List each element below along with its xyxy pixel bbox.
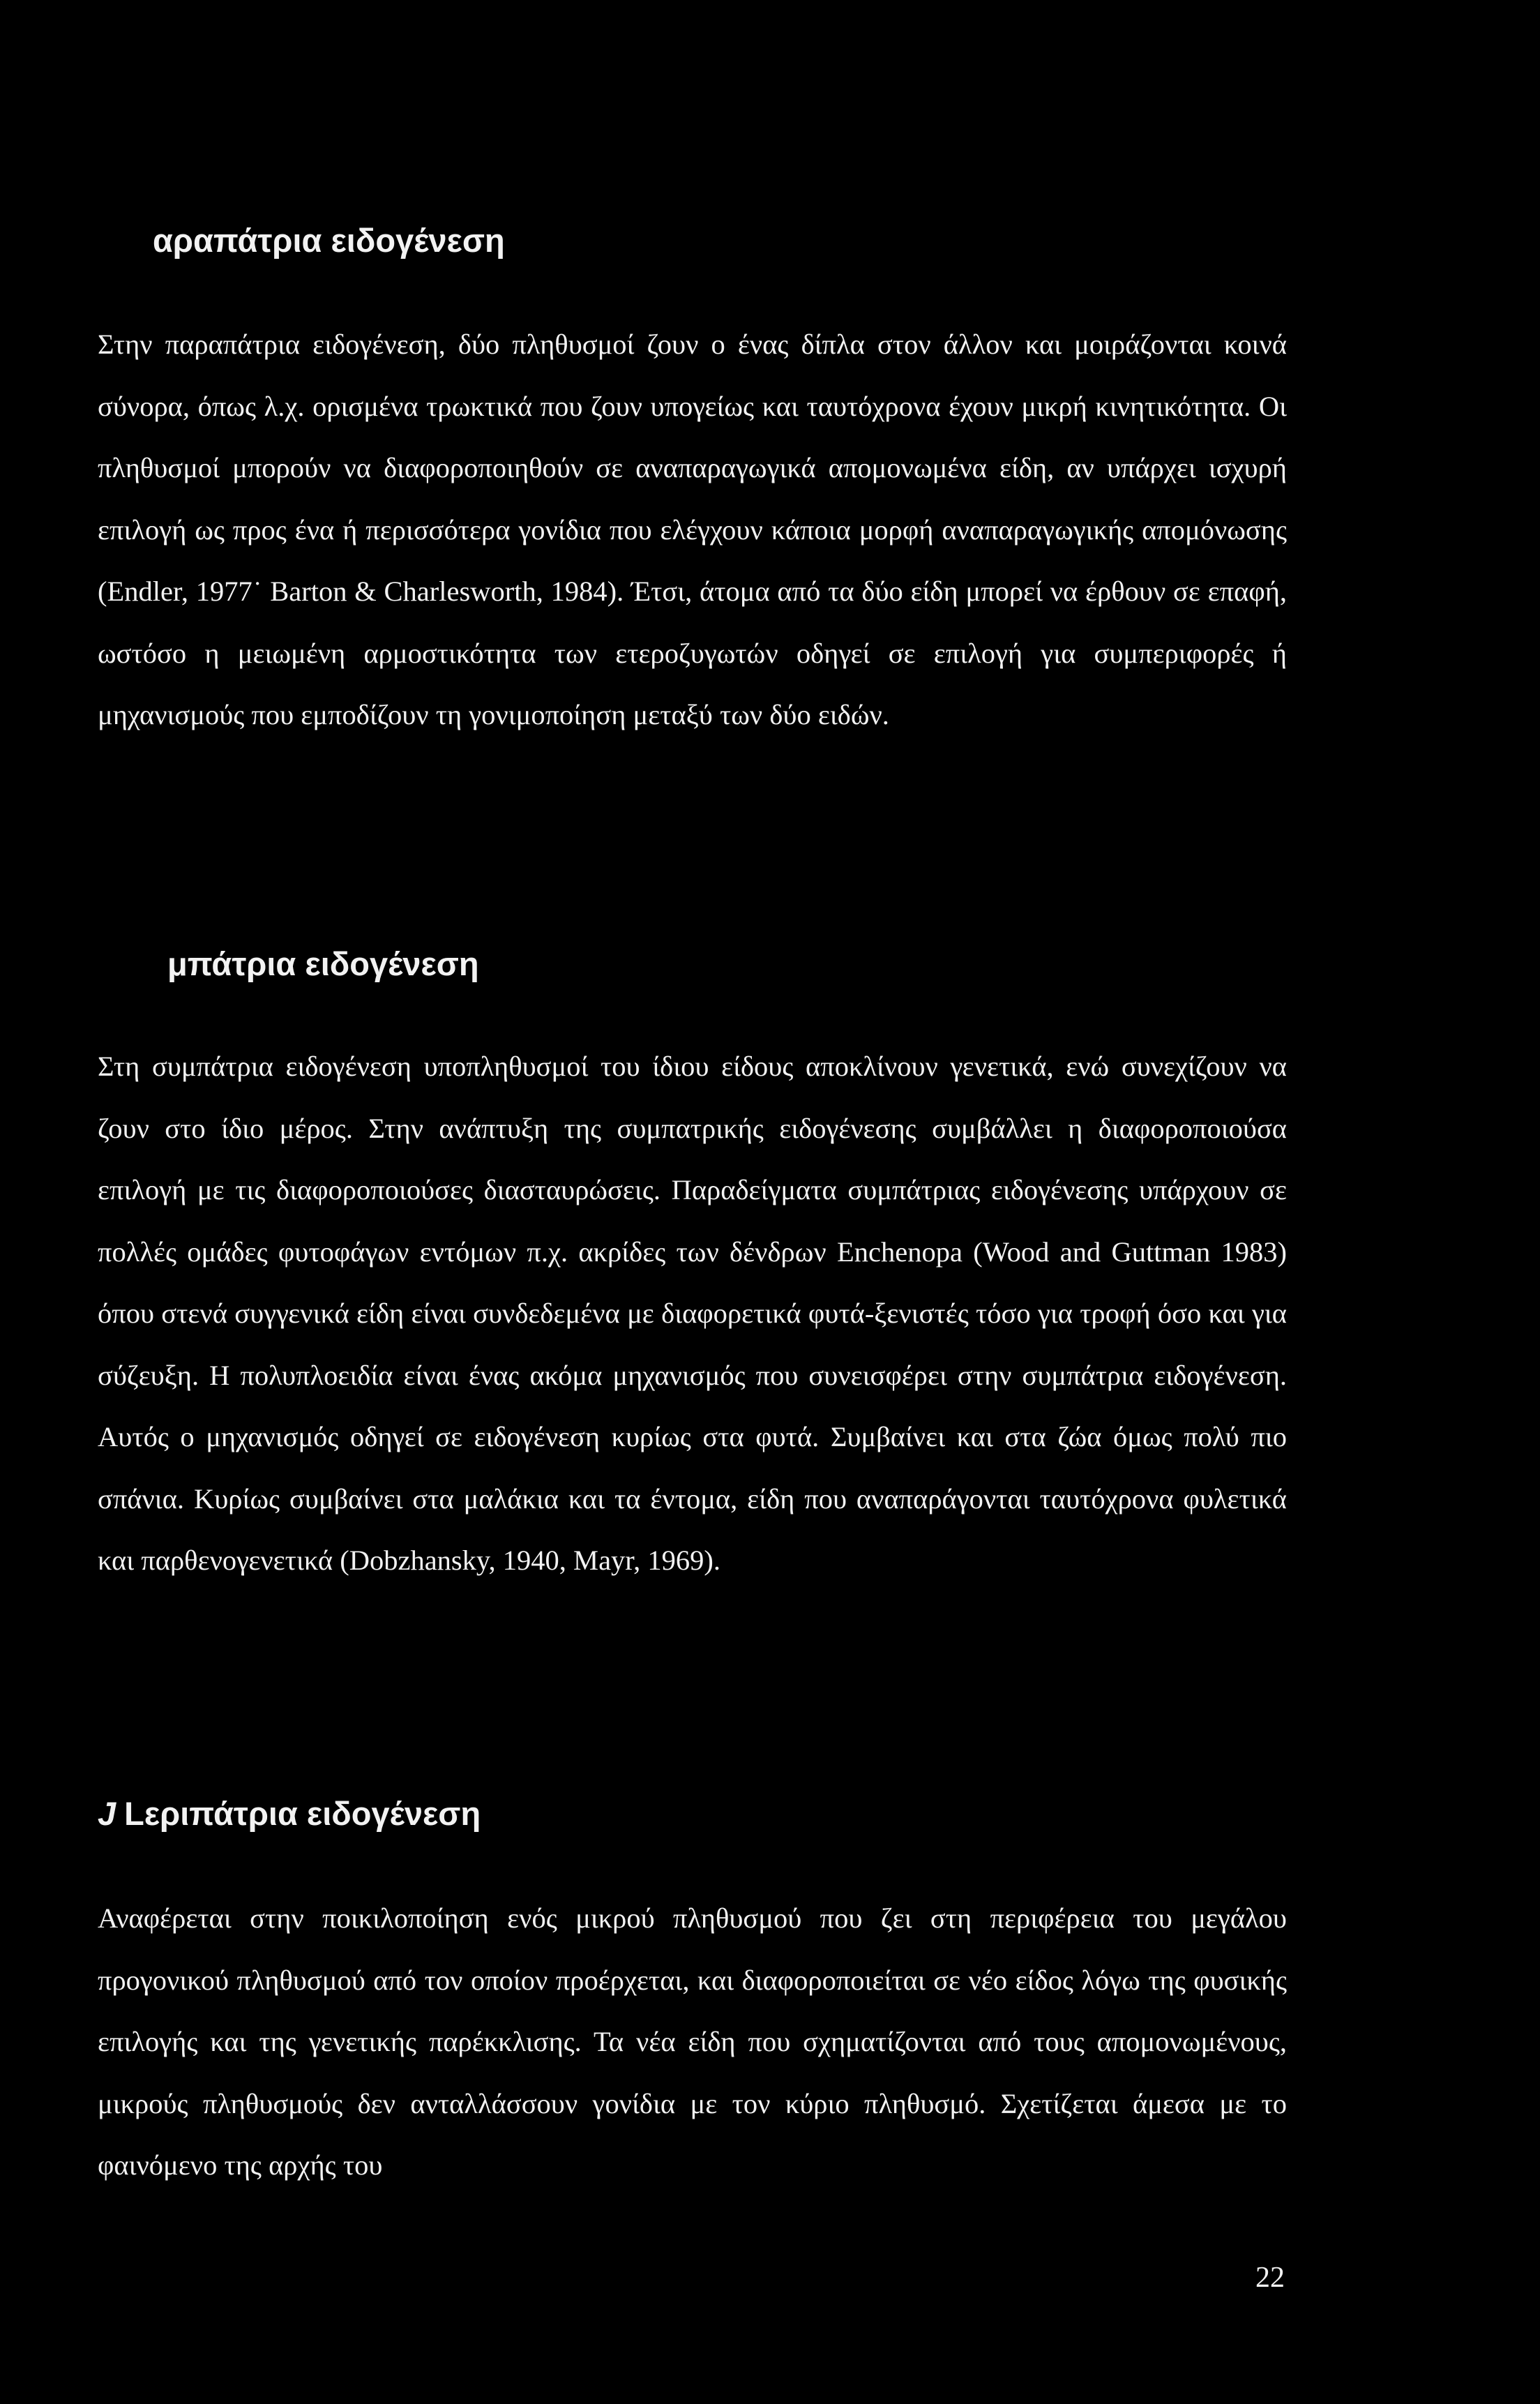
- section-paragraph: Στην παραπάτρια ειδογένεση, δύο πληθυσμοί ζουν ο ένας δίπλα στον άλλον και μοιράζονται κοινά σύνορα, όπως λ.χ. ορισμένα τρωκτικά που ζουν υπογείως και ταυτόχρονα έχουν μικρή κινητικότητα. Οι πληθυσμοί μπορούν να διαφοροποιηθούν σε αναπαραγωγικά απομονωμένα είδη, αν υπάρχει ισχυρή επιλογή ως προς ένα ή περισσότερα γονίδια που ελέγχουν κάποια μορφή αναπαραγωγικής απομόνωσης (Endler, 1977˙ Barton & Charlesworth, 1984). Έτσι, άτομα από τα δύο είδη μπορεί να έρθουν σε επαφή, ωστόσο η μειωμένη αρμοστικότητα των ετεροζυγωτών οδηγεί σε επιλογή για συμπεριφορές ή μηχανισμούς που εμποδίζουν τη γονιμοποίηση μεταξύ των δύο ειδών.: [98, 329, 1287, 730]
- section-heading: [98, 1793, 1287, 1835]
- section-paragraph: Αναφέρεται στην ποικιλοποίηση ενός μικρού πληθυσμού που ζει στη περιφέρεια του μεγάλου προγονικού πληθυσμού από τον οποίον προέρχεται, και διαφοροποιείται σε νέο είδος λόγω της φυσικής επιλογής και της γενετικής παρέκκλισης. Τα νέα είδη που σχηματίζονται από τους απομονωμένους, μικρούς πληθυσμούς δεν ανταλλάσσουν γονίδια με τον κύριο πληθυσμό. Σχετίζεται άμεσα με το φαινόμενο της αρχής του: [98, 1902, 1287, 2181]
- heading-mark: J: [98, 1795, 116, 1832]
- section-heading: αραπάτρια ειδογένεση: [153, 222, 505, 259]
- section-sympatric-speciation: [98, 943, 1287, 1592]
- section-peripatric-speciation: [98, 1793, 1287, 2197]
- section-parapatric-speciation: [98, 220, 1287, 746]
- section-paragraph: Στη συμπάτρια ειδογένεση υποπληθυσμοί του ίδιου είδους αποκλίνουν γενετικά, ενώ συνεχίζουν να ζουν στο ίδιο μέρος. Στην ανάπτυξη της συμπατρικής ειδογένεσης συμβάλλει η διαφοροποιούσα επιλογή με τις διαφοροποιούσες διασταυρώσεις. Παραδείγματα συμπάτριας ειδογένεσης υπάρχουν σε πολλές ομάδες φυτοφάγων εντόμων π.χ. ακρίδες των δένδρων Enchenopa (Wood and Guttman 1983) όπου στενά συγγενικά είδη είναι συνδεδεμένα με διαφορετικά φυτά-ξενιστές τόσο για τροφή όσο και για σύζευξη. Η πολυπλοειδία είναι ένας ακόμα μηχανισμός που συνεισφέρει στην συμπάτρια ειδογένεση. Αυτός ο μηχανισμός οδηγεί σε ειδογένεση κυρίως στα φυτά. Συμβαίνει και στα ζώα όμως πολύ πιο σπάνια. Κυρίως συμβαίνει στα μαλάκια και τα έντομα, είδη που αναπαράγονται ταυτόχρονα φυλετικά και παρθενογενετικά (Dobzhansky, 1940, Mayr, 1969).: [98, 1051, 1287, 1576]
- section-heading: μπάτρια ειδογένεση: [167, 945, 479, 982]
- page-number: 22: [1255, 2262, 1285, 2294]
- heading-text: Lεριπάτρια ειδογένεση: [124, 1795, 481, 1832]
